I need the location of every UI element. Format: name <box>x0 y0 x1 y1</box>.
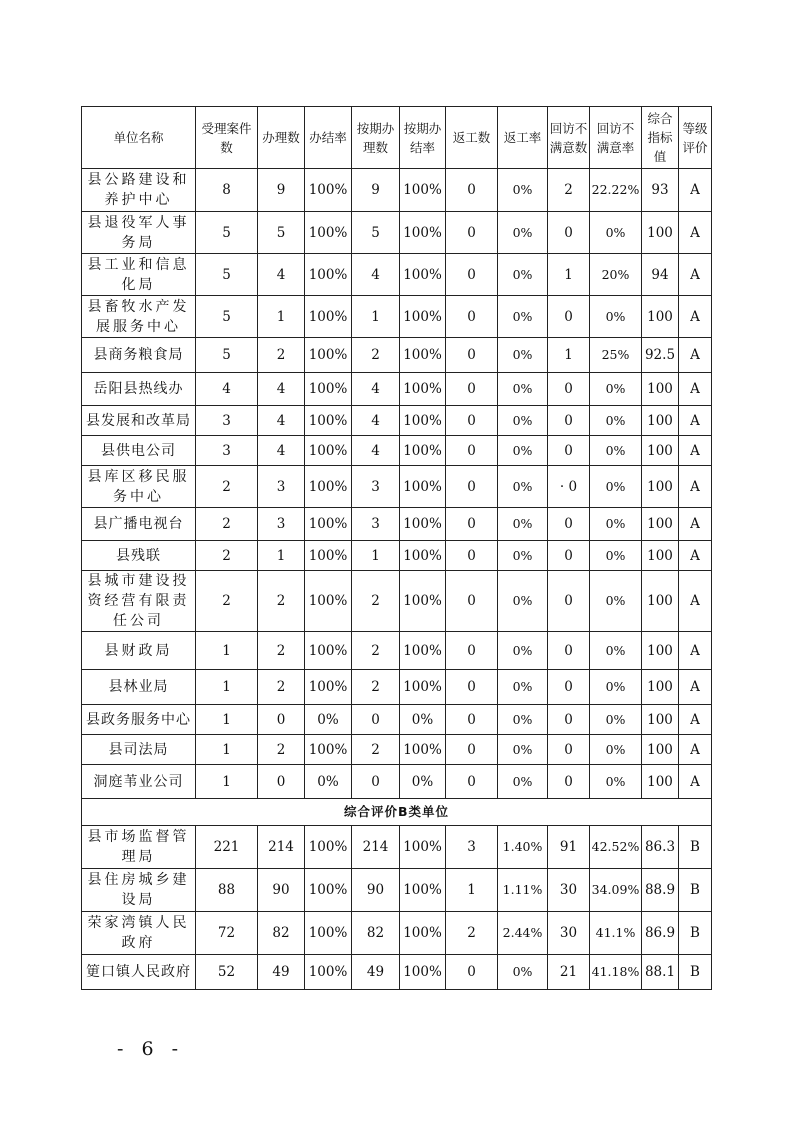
value-cell: 100% <box>400 212 446 254</box>
value-cell: 90 <box>258 869 305 912</box>
value-cell: 0 <box>548 765 590 799</box>
table-row <box>82 826 712 869</box>
value-cell: 0 <box>548 436 590 466</box>
value-cell: 30 <box>548 912 590 955</box>
value-cell: 0 <box>548 705 590 735</box>
value-cell: 0 <box>446 705 498 735</box>
value-cell: 0% <box>498 296 548 338</box>
value-cell: 100 <box>642 571 679 632</box>
value-cell: 4 <box>352 406 400 436</box>
table-row <box>82 765 712 799</box>
value-cell: 0% <box>590 508 642 541</box>
value-cell: 3 <box>446 826 498 869</box>
unit-name-cell: 荣家湾镇人民政府 <box>82 912 196 955</box>
value-cell: 0% <box>498 765 548 799</box>
value-cell: 4 <box>258 406 305 436</box>
header-dissatisfied-count: 回访不满意数 <box>548 107 590 169</box>
value-cell: 0% <box>305 705 352 735</box>
unit-name-cell: 县广播电视台 <box>82 508 196 541</box>
value-cell: 2 <box>352 735 400 765</box>
value-cell: 88 <box>196 869 258 912</box>
value-cell: 100% <box>305 955 352 990</box>
table-row <box>82 955 712 990</box>
value-cell: 0% <box>498 212 548 254</box>
table-row <box>82 212 712 254</box>
value-cell: B <box>679 869 712 912</box>
unit-name-cell: 县工业和信息化局 <box>82 254 196 296</box>
value-cell: 2 <box>258 632 305 670</box>
value-cell: 88.1 <box>642 955 679 990</box>
value-cell: A <box>679 436 712 466</box>
value-cell: 0 <box>446 955 498 990</box>
value-cell: A <box>679 632 712 670</box>
table-row <box>82 869 712 912</box>
value-cell: A <box>679 571 712 632</box>
value-cell: 1 <box>258 541 305 571</box>
value-cell: 0 <box>446 296 498 338</box>
value-cell: 90 <box>352 869 400 912</box>
header-dissatisfied-rate: 回访不满意率 <box>590 107 642 169</box>
section-a-rows <box>82 169 712 799</box>
value-cell: 100% <box>400 169 446 212</box>
value-cell: 5 <box>258 212 305 254</box>
table-row <box>82 254 712 296</box>
value-cell: 100% <box>400 571 446 632</box>
value-cell: A <box>679 373 712 406</box>
value-cell: 0% <box>498 670 548 705</box>
value-cell: 4 <box>352 436 400 466</box>
value-cell: 1 <box>196 632 258 670</box>
value-cell: 100% <box>305 912 352 955</box>
table-row <box>82 466 712 508</box>
value-cell: 1 <box>548 254 590 296</box>
value-cell: 100% <box>400 955 446 990</box>
value-cell: A <box>679 466 712 508</box>
value-cell: 0 <box>548 508 590 541</box>
value-cell: 0 <box>446 466 498 508</box>
value-cell: 1.11% <box>498 869 548 912</box>
unit-name-cell: 洞庭苇业公司 <box>82 765 196 799</box>
value-cell: 100 <box>642 406 679 436</box>
table-row <box>82 705 712 735</box>
table-row <box>82 912 712 955</box>
header-handled: 办理数 <box>258 107 305 169</box>
value-cell: 9 <box>258 169 305 212</box>
value-cell: 0% <box>400 705 446 735</box>
value-cell: 0 <box>548 373 590 406</box>
value-cell: 0 <box>352 705 400 735</box>
value-cell: 100% <box>400 826 446 869</box>
value-cell: 5 <box>352 212 400 254</box>
value-cell: 0 <box>446 169 498 212</box>
value-cell: 100% <box>400 632 446 670</box>
unit-name-cell: 县残联 <box>82 541 196 571</box>
unit-name-cell: 县库区移民服务中心 <box>82 466 196 508</box>
value-cell: 100% <box>305 373 352 406</box>
value-cell: 100% <box>400 508 446 541</box>
value-cell: 0% <box>590 765 642 799</box>
value-cell: 0% <box>590 296 642 338</box>
value-cell: 100% <box>305 670 352 705</box>
value-cell: 34.09% <box>590 869 642 912</box>
value-cell: 0% <box>590 735 642 765</box>
value-cell: 2 <box>446 912 498 955</box>
header-ontime-handled: 按期办理数 <box>352 107 400 169</box>
header-unit-name: 单位名称 <box>82 107 196 169</box>
evaluation-table <box>81 106 712 990</box>
value-cell: 0 <box>446 436 498 466</box>
value-cell: 0% <box>590 541 642 571</box>
value-cell: A <box>679 296 712 338</box>
value-cell: 100% <box>400 296 446 338</box>
unit-name-cell: 县司法局 <box>82 735 196 765</box>
value-cell: 2 <box>258 735 305 765</box>
value-cell: 91 <box>548 826 590 869</box>
value-cell: · 0 <box>548 466 590 508</box>
table-row <box>82 169 712 212</box>
value-cell: 0 <box>446 632 498 670</box>
value-cell: 3 <box>196 436 258 466</box>
value-cell: A <box>679 541 712 571</box>
value-cell: 1 <box>446 869 498 912</box>
value-cell: 1 <box>196 670 258 705</box>
value-cell: 0% <box>590 406 642 436</box>
value-cell: 4 <box>196 373 258 406</box>
value-cell: 0% <box>498 373 548 406</box>
value-cell: 100% <box>305 508 352 541</box>
table-row <box>82 296 712 338</box>
value-cell: A <box>679 670 712 705</box>
value-cell: 0 <box>548 571 590 632</box>
value-cell: 100% <box>305 735 352 765</box>
value-cell: 100% <box>305 541 352 571</box>
value-cell: 1 <box>258 296 305 338</box>
value-cell: 5 <box>196 338 258 373</box>
value-cell: 0 <box>446 406 498 436</box>
section-b-title: 综合评价B类单位 <box>82 799 712 826</box>
value-cell: 3 <box>258 466 305 508</box>
section-row <box>82 799 712 826</box>
value-cell: 0 <box>548 670 590 705</box>
value-cell: 100% <box>305 169 352 212</box>
value-cell: 52 <box>196 955 258 990</box>
value-cell: 86.9 <box>642 912 679 955</box>
unit-name-cell: 筻口镇人民政府 <box>82 955 196 990</box>
value-cell: 100 <box>642 541 679 571</box>
value-cell: 0 <box>446 735 498 765</box>
value-cell: 41.18% <box>590 955 642 990</box>
value-cell: 2 <box>352 338 400 373</box>
value-cell: A <box>679 765 712 799</box>
value-cell: 82 <box>352 912 400 955</box>
value-cell: 2 <box>352 571 400 632</box>
value-cell: 0% <box>590 436 642 466</box>
unit-name-cell: 县市场监督管理局 <box>82 826 196 869</box>
value-cell: 2 <box>196 508 258 541</box>
value-cell: 214 <box>258 826 305 869</box>
value-cell: 30 <box>548 869 590 912</box>
value-cell: 0% <box>498 169 548 212</box>
value-cell: 88.9 <box>642 869 679 912</box>
header-composite-score: 综合指标值 <box>642 107 679 169</box>
value-cell: B <box>679 912 712 955</box>
value-cell: 9 <box>352 169 400 212</box>
unit-name-cell: 县发展和改革局 <box>82 406 196 436</box>
value-cell: 0% <box>498 955 548 990</box>
value-cell: 0 <box>352 765 400 799</box>
value-cell: 0 <box>446 254 498 296</box>
table-row <box>82 373 712 406</box>
value-cell: 0% <box>498 735 548 765</box>
value-cell: 3 <box>196 406 258 436</box>
value-cell: 100% <box>400 869 446 912</box>
value-cell: 0% <box>590 212 642 254</box>
value-cell: 92.5 <box>642 338 679 373</box>
value-cell: 22.22% <box>590 169 642 212</box>
value-cell: 100% <box>305 826 352 869</box>
table-row <box>82 670 712 705</box>
value-cell: 100% <box>400 912 446 955</box>
value-cell: A <box>679 406 712 436</box>
value-cell: 100% <box>400 670 446 705</box>
value-cell: 4 <box>258 373 305 406</box>
value-cell: 2 <box>196 466 258 508</box>
value-cell: 0 <box>548 632 590 670</box>
value-cell: 0 <box>446 571 498 632</box>
value-cell: 2 <box>258 338 305 373</box>
value-cell: 2 <box>548 169 590 212</box>
value-cell: A <box>679 735 712 765</box>
value-cell: 100 <box>642 373 679 406</box>
value-cell: 3 <box>258 508 305 541</box>
value-cell: 100% <box>400 373 446 406</box>
value-cell: 0% <box>498 338 548 373</box>
value-cell: 1 <box>548 338 590 373</box>
value-cell: 1 <box>352 541 400 571</box>
value-cell: 1 <box>196 705 258 735</box>
value-cell: 100 <box>642 765 679 799</box>
unit-name-cell: 县财政局 <box>82 632 196 670</box>
value-cell: 4 <box>258 436 305 466</box>
value-cell: 2 <box>258 670 305 705</box>
value-cell: B <box>679 955 712 990</box>
value-cell: 0 <box>446 670 498 705</box>
value-cell: 94 <box>642 254 679 296</box>
value-cell: 2 <box>352 632 400 670</box>
unit-name-cell: 县畜牧水产发展服务中心 <box>82 296 196 338</box>
value-cell: 100 <box>642 670 679 705</box>
value-cell: 100% <box>400 406 446 436</box>
value-cell: 100% <box>305 466 352 508</box>
value-cell: 100% <box>305 571 352 632</box>
value-cell: 4 <box>352 373 400 406</box>
value-cell: 100% <box>305 869 352 912</box>
table-row <box>82 338 712 373</box>
table-row <box>82 735 712 765</box>
value-cell: 0% <box>590 632 642 670</box>
value-cell: 72 <box>196 912 258 955</box>
value-cell: A <box>679 254 712 296</box>
value-cell: 5 <box>196 296 258 338</box>
unit-name-cell: 县住房城乡建设局 <box>82 869 196 912</box>
unit-name-cell: 县城市建设投资经营有限责任公司 <box>82 571 196 632</box>
value-cell: 0 <box>548 296 590 338</box>
value-cell: 0% <box>590 670 642 705</box>
value-cell: 5 <box>196 254 258 296</box>
header-grade: 等级评价 <box>679 107 712 169</box>
unit-name-cell: 县政务服务中心 <box>82 705 196 735</box>
value-cell: 8 <box>196 169 258 212</box>
value-cell: 1 <box>196 765 258 799</box>
value-cell: 0% <box>400 765 446 799</box>
value-cell: 86.3 <box>642 826 679 869</box>
value-cell: 3 <box>352 466 400 508</box>
value-cell: 2 <box>258 571 305 632</box>
value-cell: 0 <box>446 212 498 254</box>
value-cell: 0 <box>548 541 590 571</box>
value-cell: 2.44% <box>498 912 548 955</box>
value-cell: 0% <box>498 466 548 508</box>
value-cell: 100 <box>642 735 679 765</box>
value-cell: 1 <box>352 296 400 338</box>
value-cell: 0 <box>446 541 498 571</box>
value-cell: 100 <box>642 705 679 735</box>
value-cell: 25% <box>590 338 642 373</box>
value-cell: 0 <box>446 508 498 541</box>
value-cell: 2 <box>352 670 400 705</box>
table-row <box>82 436 712 466</box>
value-cell: 0 <box>446 338 498 373</box>
value-cell: 214 <box>352 826 400 869</box>
value-cell: 1 <box>196 735 258 765</box>
value-cell: 0 <box>446 373 498 406</box>
value-cell: 100% <box>305 406 352 436</box>
table-row <box>82 508 712 541</box>
value-cell: A <box>679 508 712 541</box>
value-cell: 0% <box>498 508 548 541</box>
value-cell: 42.52% <box>590 826 642 869</box>
value-cell: 0% <box>498 632 548 670</box>
value-cell: 2 <box>196 571 258 632</box>
header-cases-received: 受理案件数 <box>196 107 258 169</box>
value-cell: 0 <box>548 406 590 436</box>
value-cell: 0% <box>590 705 642 735</box>
unit-name-cell: 县供电公司 <box>82 436 196 466</box>
value-cell: 0% <box>498 254 548 296</box>
value-cell: 100% <box>400 466 446 508</box>
value-cell: 100 <box>642 436 679 466</box>
value-cell: 100 <box>642 296 679 338</box>
value-cell: 100% <box>305 212 352 254</box>
header-completion-rate: 办结率 <box>305 107 352 169</box>
page-number: - 6 - <box>117 1038 185 1060</box>
value-cell: 49 <box>258 955 305 990</box>
value-cell: 20% <box>590 254 642 296</box>
value-cell: 4 <box>258 254 305 296</box>
value-cell: 0% <box>590 466 642 508</box>
value-cell: 0 <box>548 735 590 765</box>
value-cell: 1.40% <box>498 826 548 869</box>
value-cell: 100% <box>400 254 446 296</box>
value-cell: A <box>679 705 712 735</box>
value-cell: 100 <box>642 212 679 254</box>
value-cell: 100% <box>305 254 352 296</box>
value-cell: 49 <box>352 955 400 990</box>
value-cell: 100 <box>642 508 679 541</box>
value-cell: 0 <box>258 765 305 799</box>
value-cell: 100% <box>400 436 446 466</box>
value-cell: 2 <box>196 541 258 571</box>
value-cell: 3 <box>352 508 400 541</box>
header-rework-count: 返工数 <box>446 107 498 169</box>
table-row <box>82 541 712 571</box>
unit-name-cell: 县商务粮食局 <box>82 338 196 373</box>
value-cell: 0% <box>498 541 548 571</box>
value-cell: 100% <box>305 436 352 466</box>
value-cell: 100% <box>400 735 446 765</box>
value-cell: B <box>679 826 712 869</box>
value-cell: 0% <box>498 571 548 632</box>
table-row <box>82 571 712 632</box>
value-cell: 0% <box>498 406 548 436</box>
value-cell: 41.1% <box>590 912 642 955</box>
value-cell: 0% <box>498 436 548 466</box>
header-ontime-rate: 按期办结率 <box>400 107 446 169</box>
unit-name-cell: 县退役军人事务局 <box>82 212 196 254</box>
section-b-heading <box>82 799 712 826</box>
value-cell: 100 <box>642 466 679 508</box>
value-cell: 5 <box>196 212 258 254</box>
header-rework-rate: 返工率 <box>498 107 548 169</box>
unit-name-cell: 县公路建设和养护中心 <box>82 169 196 212</box>
value-cell: 100 <box>642 632 679 670</box>
value-cell: 0% <box>590 571 642 632</box>
value-cell: 0% <box>498 705 548 735</box>
value-cell: 100% <box>305 338 352 373</box>
table-row <box>82 632 712 670</box>
value-cell: 21 <box>548 955 590 990</box>
value-cell: A <box>679 169 712 212</box>
value-cell: 0 <box>548 212 590 254</box>
table-header-row <box>82 107 712 169</box>
value-cell: 100% <box>305 296 352 338</box>
value-cell: 100% <box>305 632 352 670</box>
value-cell: 0 <box>446 765 498 799</box>
value-cell: A <box>679 212 712 254</box>
value-cell: 100% <box>400 541 446 571</box>
value-cell: 100% <box>400 338 446 373</box>
unit-name-cell: 县林业局 <box>82 670 196 705</box>
value-cell: 4 <box>352 254 400 296</box>
table-row <box>82 406 712 436</box>
value-cell: 221 <box>196 826 258 869</box>
unit-name-cell: 岳阳县热线办 <box>82 373 196 406</box>
value-cell: 82 <box>258 912 305 955</box>
value-cell: 0 <box>258 705 305 735</box>
value-cell: A <box>679 338 712 373</box>
value-cell: 93 <box>642 169 679 212</box>
value-cell: 0% <box>305 765 352 799</box>
value-cell: 0% <box>590 373 642 406</box>
section-b-rows <box>82 826 712 990</box>
